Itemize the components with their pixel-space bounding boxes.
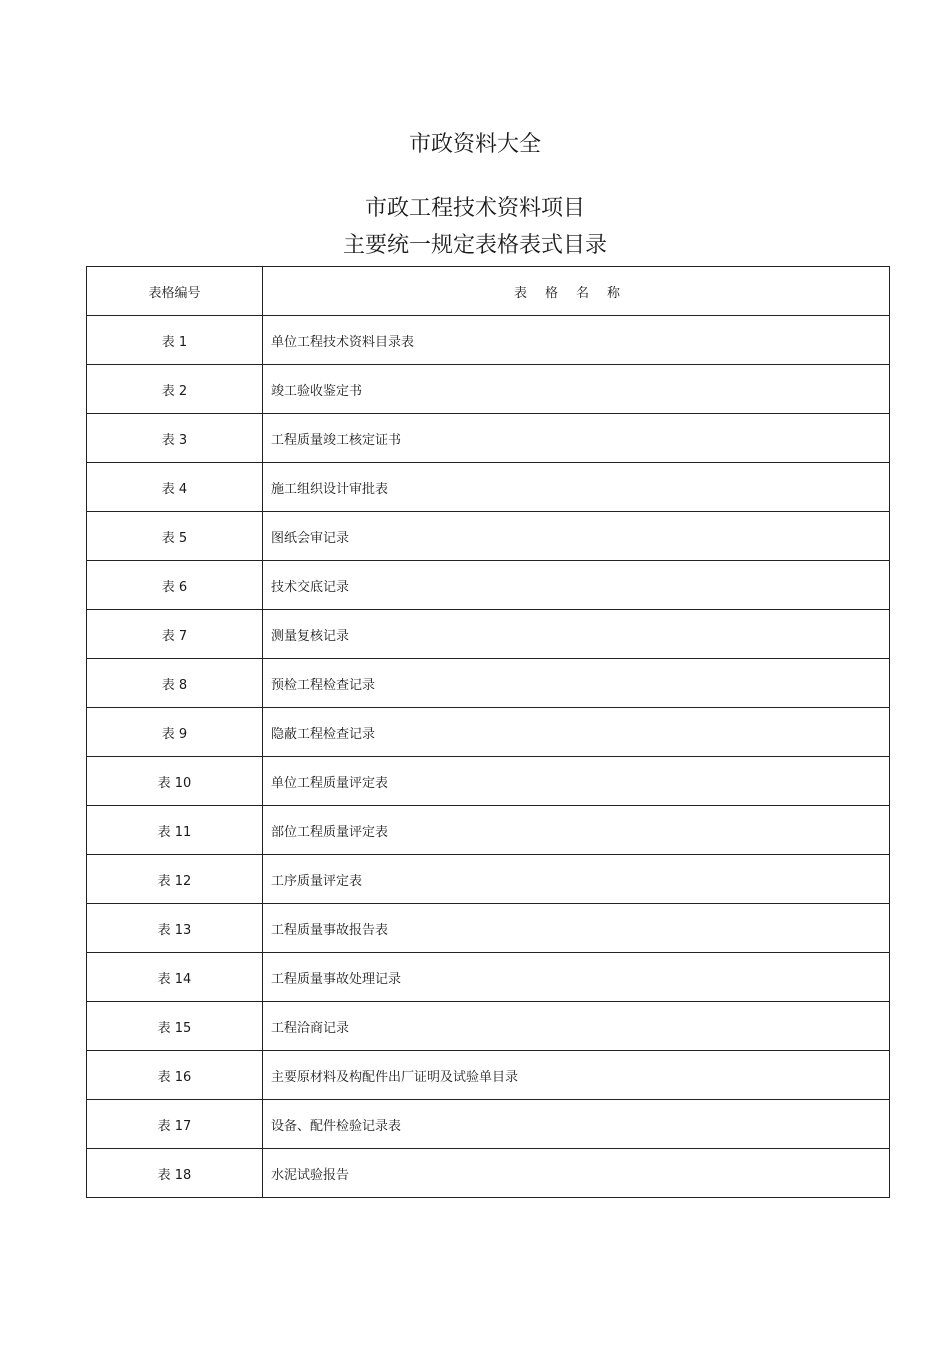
form-name-cell: 工程质量事故处理记录 xyxy=(263,953,890,1002)
table-header-row xyxy=(87,267,890,316)
table-row xyxy=(87,365,890,414)
form-name-cell: 测量复核记录 xyxy=(263,610,890,659)
form-name-cell: 水泥试验报告 xyxy=(263,1149,890,1198)
form-name-cell: 单位工程技术资料目录表 xyxy=(263,316,890,365)
table-row xyxy=(87,512,890,561)
table-body xyxy=(87,316,890,1198)
form-number-cell: 表 14 xyxy=(87,953,263,1002)
form-number-cell: 表 4 xyxy=(87,463,263,512)
table-row xyxy=(87,953,890,1002)
table-row xyxy=(87,1100,890,1149)
form-number-cell: 表 6 xyxy=(87,561,263,610)
form-name-cell: 竣工验收鉴定书 xyxy=(263,365,890,414)
form-name-cell: 工程洽商记录 xyxy=(263,1002,890,1051)
form-number-cell: 表 10 xyxy=(87,757,263,806)
form-name-cell: 施工组织设计审批表 xyxy=(263,463,890,512)
form-number-cell: 表 11 xyxy=(87,806,263,855)
form-number-cell: 表 15 xyxy=(87,1002,263,1051)
form-number-cell: 表 7 xyxy=(87,610,263,659)
form-number-cell: 表 12 xyxy=(87,855,263,904)
table-row xyxy=(87,904,890,953)
form-name-cell: 设备、配件检验记录表 xyxy=(263,1100,890,1149)
form-name-cell: 单位工程质量评定表 xyxy=(263,757,890,806)
header-form-number: 表格编号 xyxy=(87,267,263,316)
form-number-cell: 表 18 xyxy=(87,1149,263,1198)
table-row xyxy=(87,855,890,904)
table-row xyxy=(87,1051,890,1100)
page-title: 市政资料大全 xyxy=(408,132,541,157)
document-subtitle-line2: 主要统一规定表格表式目录 xyxy=(342,233,607,258)
form-number-cell: 表 3 xyxy=(87,414,263,463)
form-name-cell: 技术交底记录 xyxy=(263,561,890,610)
header-form-name: 表格名称 xyxy=(263,267,890,316)
table-row xyxy=(87,561,890,610)
table-row xyxy=(87,463,890,512)
form-name-cell: 部位工程质量评定表 xyxy=(263,806,890,855)
table-row xyxy=(87,806,890,855)
table-row xyxy=(87,1149,890,1198)
table-row xyxy=(87,1002,890,1051)
form-name-cell: 工程质量竣工核定证书 xyxy=(263,414,890,463)
form-number-cell: 表 13 xyxy=(87,904,263,953)
form-name-cell: 隐蔽工程检查记录 xyxy=(263,708,890,757)
table-row xyxy=(87,610,890,659)
table-row xyxy=(87,757,890,806)
form-name-cell: 工序质量评定表 xyxy=(263,855,890,904)
form-name-cell: 预检工程检查记录 xyxy=(263,659,890,708)
form-number-cell: 表 2 xyxy=(87,365,263,414)
form-number-cell: 表 8 xyxy=(87,659,263,708)
form-name-cell: 图纸会审记录 xyxy=(263,512,890,561)
form-name-cell: 主要原材料及构配件出厂证明及试验单目录 xyxy=(263,1051,890,1100)
form-catalog-table xyxy=(86,266,890,1198)
table-row xyxy=(87,316,890,365)
form-name-cell: 工程质量事故报告表 xyxy=(263,904,890,953)
form-number-cell: 表 5 xyxy=(87,512,263,561)
form-number-cell: 表 1 xyxy=(87,316,263,365)
table-row xyxy=(87,708,890,757)
table-row xyxy=(87,659,890,708)
form-number-cell: 表 16 xyxy=(87,1051,263,1100)
form-number-cell: 表 9 xyxy=(87,708,263,757)
form-number-cell: 表 17 xyxy=(87,1100,263,1149)
table-row xyxy=(87,414,890,463)
document-subtitle-line1: 市政工程技术资料项目 xyxy=(364,196,585,221)
